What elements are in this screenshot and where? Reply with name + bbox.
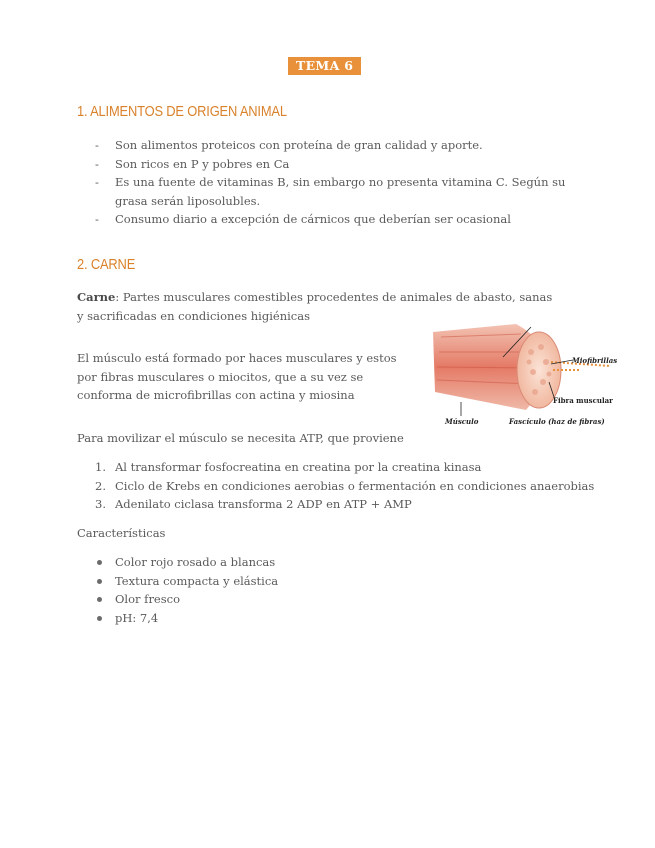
label-fibra: Fibra muscular xyxy=(553,396,613,405)
list-item: pH: 7,4 xyxy=(77,609,477,628)
characteristics-title: Características xyxy=(77,526,166,540)
dash-marker: - xyxy=(95,212,99,226)
dash-marker: - xyxy=(95,138,99,152)
list-item: 3. Adenilato ciclasa transforma 2 ADP en ATP + AMP xyxy=(95,497,412,511)
dash-marker: - xyxy=(95,175,99,189)
page-title: TEMA 6 xyxy=(288,57,361,75)
list-item: Olor fresco xyxy=(77,590,477,609)
list-item: - Consumo diario a excepción de cárnicos que deberían ser ocasional xyxy=(77,210,582,229)
definition-text: : Partes musculares comestibles procedentes de animales de abasto, sanas y sacrificadas en condiciones higiénicas xyxy=(77,290,553,323)
bullet-dot xyxy=(97,560,102,565)
muscle-paragraph: El músculo está formado por haces musculares y estos por fibras musculares o miocitos, que a su vez se conforma de microfibrillas con actina y miosina xyxy=(77,351,397,402)
characteristics-list xyxy=(77,553,477,627)
list-item: 2. Ciclo de Krebs en condiciones aerobias o fermentación en condiciones anaerobias xyxy=(95,478,595,493)
list-item: Textura compacta y elástica xyxy=(77,572,477,591)
list-item: 1. Al transformar fosfocreatina en creatina por la creatina kinasa xyxy=(95,460,482,474)
section-1-list xyxy=(77,136,582,229)
bullet-dot xyxy=(97,597,102,602)
bullet-dot xyxy=(97,579,102,584)
definition-paragraph xyxy=(77,288,557,325)
list-item: - Son alimentos proteicos con proteína de gran calidad y aporte. xyxy=(77,136,582,155)
list-item: - Es una fuente de vitaminas B, sin embargo no presenta vitamina C. Según su grasa serán liposolubles. xyxy=(95,175,566,208)
bullet-dot xyxy=(97,616,102,621)
atp-list xyxy=(77,458,597,514)
section-1-heading: 1. ALIMENTOS DE ORIGEN ANIMAL xyxy=(77,103,287,120)
label-musculo: Músculo xyxy=(445,417,479,426)
dash-marker: - xyxy=(95,156,99,171)
label-miofibrillas: Miofibrillas xyxy=(572,356,618,365)
label-fasciculo: Fascículo (haz de fibras) xyxy=(509,417,605,426)
section-2-heading: 2. CARNE xyxy=(77,256,136,273)
muscle-structure-figure xyxy=(431,322,626,432)
definition-term: Carne xyxy=(77,290,116,304)
atp-intro: Para movilizar el músculo se necesita ATP, que proviene xyxy=(77,431,404,445)
list-item: Color rojo rosado a blancas xyxy=(77,553,477,572)
list-item: - Son ricos en P y pobres en Ca xyxy=(77,155,582,174)
